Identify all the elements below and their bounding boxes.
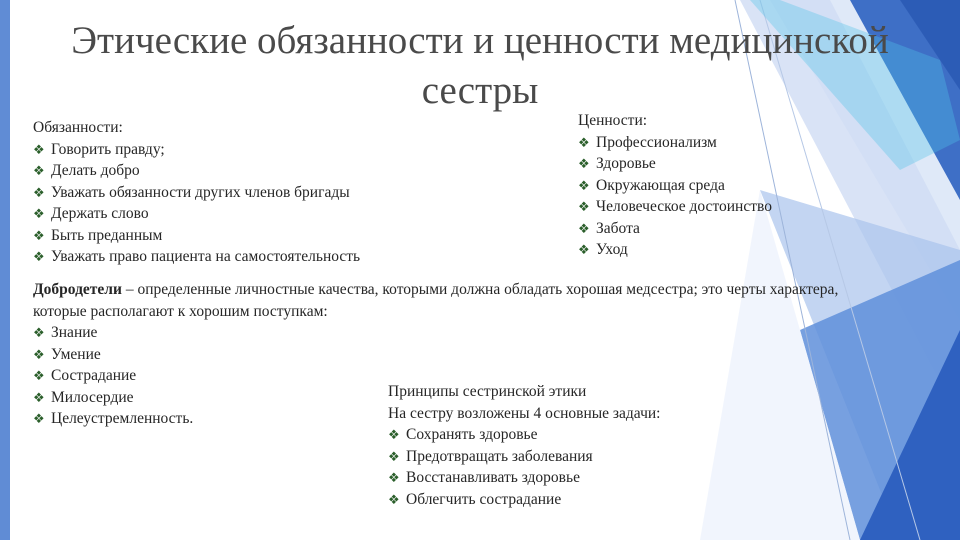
diamond-bullet-icon: ❖	[33, 227, 45, 243]
diamond-bullet-icon: ❖	[33, 206, 45, 221]
list-item: ❖ Уважать право пациента на самостоятельность	[33, 246, 360, 268]
list-item: ❖ Говорить правду;	[33, 139, 360, 161]
list-item: ❖ Уход	[578, 239, 772, 261]
list-item: ❖ Забота	[578, 218, 772, 240]
list-item: ❖ Целеустремленность.	[33, 408, 853, 430]
duties-block	[33, 117, 360, 268]
principles-block	[388, 381, 660, 510]
values-block	[578, 110, 772, 261]
list-item: ❖ Быть преданным	[33, 225, 360, 247]
list-item: ❖ Облегчить сострадание	[388, 489, 660, 511]
diamond-bullet-icon: ❖	[33, 411, 45, 426]
principles-heading: Принципы сестринской этики	[388, 383, 587, 400]
list-item: ❖ Уважать обязанности других членов бригады	[33, 182, 360, 204]
diamond-bullet-icon: ❖	[578, 242, 590, 257]
duties-heading: Обязанности:	[33, 119, 123, 136]
list-item: ❖ Держать слово	[33, 203, 360, 225]
virtues-definition: Добродетели – определенные личностные качества, которыми должна обладать хорошая медсестра; это черты характера, которые располагают к хорошим поступкам:	[33, 281, 839, 320]
diamond-bullet-icon: ❖	[578, 220, 590, 236]
list-item: ❖ Здоровье	[578, 153, 772, 175]
list-item: ❖ Предотвращать заболевания	[388, 446, 660, 468]
values-heading: Ценности:	[578, 112, 648, 129]
list-item: ❖ Делать добро	[33, 160, 360, 182]
diamond-bullet-icon: ❖	[388, 491, 400, 507]
diamond-bullet-icon: ❖	[33, 249, 45, 264]
list-item: ❖ Милосердие	[33, 387, 853, 409]
list-item: ❖ Восстанавливать здоровье	[388, 467, 660, 489]
list-item: ❖ Профессионализм	[578, 132, 772, 154]
list-item: ❖ Знание	[33, 322, 853, 344]
list-item: ❖ Сохранять здоровье	[388, 424, 660, 446]
diamond-bullet-icon: ❖	[578, 134, 590, 150]
diamond-bullet-icon: ❖	[33, 389, 45, 405]
slide-title: Этические обязанности и ценности медицинской сестры	[71, 19, 889, 112]
diamond-bullet-icon: ❖	[388, 448, 400, 464]
virtues-term: Добродетели	[33, 281, 122, 298]
list-item: ❖ Умение	[33, 344, 853, 366]
list-item: ❖ Сострадание	[33, 365, 853, 387]
list-item: ❖ Человеческое достоинство	[578, 196, 772, 218]
diamond-bullet-icon: ❖	[388, 470, 400, 485]
diamond-bullet-icon: ❖	[33, 184, 45, 200]
diamond-bullet-icon: ❖	[33, 325, 45, 340]
principles-subheading: На сестру возложены 4 основные задачи:	[388, 404, 661, 422]
diamond-bullet-icon: ❖	[388, 427, 400, 442]
diamond-bullet-icon: ❖	[33, 346, 45, 362]
diamond-bullet-icon: ❖	[578, 156, 590, 171]
diamond-bullet-icon: ❖	[578, 177, 590, 193]
diamond-bullet-icon: ❖	[33, 368, 45, 383]
diamond-bullet-icon: ❖	[578, 199, 590, 214]
diamond-bullet-icon: ❖	[33, 141, 45, 157]
list-item: ❖ Окружающая среда	[578, 175, 772, 197]
diamond-bullet-icon: ❖	[33, 163, 45, 178]
